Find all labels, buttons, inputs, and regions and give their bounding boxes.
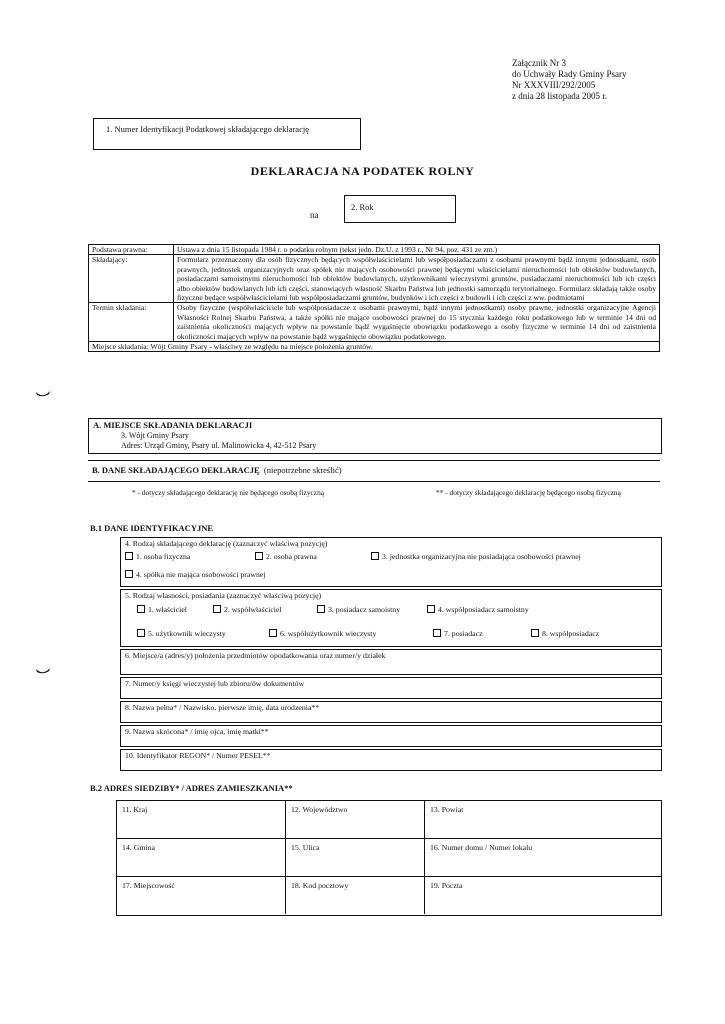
section-b-footnotes — [88, 486, 660, 512]
checkbox-icon — [125, 570, 133, 578]
option-label: 7. posiadacz — [444, 629, 483, 638]
ownership-option-6[interactable] — [269, 629, 376, 638]
annex-line-1: Załącznik Nr 3 — [512, 58, 566, 68]
option-label: 4. współposiadacz samoistny — [438, 605, 529, 614]
field-16-house-number[interactable] — [425, 839, 661, 877]
ownership-option-8[interactable] — [531, 629, 599, 638]
ownership-option-5[interactable] — [137, 629, 226, 638]
hole-punch-mark-icon — [36, 662, 50, 671]
annex-line-4: z dnia 28 listopada 2005 r. — [512, 91, 607, 101]
field-13-district[interactable] — [425, 801, 661, 839]
field-10-regon-pesel[interactable] — [120, 749, 662, 771]
field-19-post-office[interactable] — [425, 877, 661, 914]
field-7-land-register[interactable] — [120, 677, 662, 699]
filer-label: Składający: — [89, 255, 174, 303]
field-7-label: 7. Numer/y księgi wieczystej lub zbioru/ów dokumentów — [125, 679, 305, 688]
option-label: 2. współwłaściciel — [224, 605, 282, 614]
checkbox-icon — [213, 605, 221, 613]
filer-type-option-3[interactable] — [371, 552, 581, 561]
field-6-label: 6. Miejsce/a (adres/y) położenia przedmiotów opodatkowania oraz numer/y działek — [125, 651, 386, 660]
field-15-street[interactable] — [286, 839, 425, 877]
checkbox-icon — [137, 629, 145, 637]
year-prefix: na — [310, 210, 319, 220]
legal-basis-label: Podstawa prawna: — [89, 245, 174, 255]
field-8-full-name[interactable] — [120, 701, 662, 723]
ownership-option-1[interactable] — [137, 605, 187, 614]
checkbox-icon — [531, 629, 539, 637]
legal-basis-text: Ustawa z dnia 15 listopada 1984 r. o podatku rolnym (tekst jedn. Dz.U. z 1993 r., Nr 94, poz. 431 ze zm.) — [174, 245, 660, 255]
field-5-label: 5. Rodzaj własności, posiadania (zaznaczyć właściwą pozycję) — [125, 591, 322, 600]
field-18-postal-code[interactable] — [286, 877, 425, 914]
info-table — [88, 244, 660, 352]
field-6-location[interactable] — [120, 649, 662, 675]
option-label: 5. użytkownik wieczysty — [148, 629, 226, 638]
section-b-heading — [92, 465, 342, 475]
field-17-label: 17. Miejscowość — [122, 881, 175, 890]
ownership-option-2[interactable] — [213, 605, 282, 614]
ownership-option-3[interactable] — [317, 605, 400, 614]
option-label: 8. współposiadacz — [542, 629, 600, 638]
section-b-title: B. DANE SKŁADAJĄCEGO DEKLARACJĘ — [92, 465, 260, 475]
field-12-label: 12. Województwo — [291, 805, 348, 814]
section-b — [88, 460, 660, 482]
field-4-filer-type — [120, 537, 662, 587]
hole-punch-mark-icon — [36, 385, 50, 394]
section-a-line-1: 3. Wójt Gminy Psary — [121, 431, 189, 440]
field-10-label: 10. Identyfikator REGON* / Numer PESEL** — [125, 751, 271, 760]
field-15-label: 15. Ulica — [291, 843, 320, 852]
option-label: 4. spółka nie mająca osobowości prawnej — [136, 570, 266, 579]
checkbox-icon — [137, 605, 145, 613]
option-label: 1. osoba fizyczna — [136, 552, 191, 561]
field-8-label: 8. Nazwa pełna* / Nazwisko, pierwsze imię, data urodzenia** — [125, 703, 320, 712]
field-11-label: 11. Kraj — [122, 805, 148, 814]
section-b1 — [88, 523, 660, 775]
tax-id-label: 1. Numer Identyfikacji Podatkowej składającego deklarację — [106, 124, 309, 134]
ownership-option-4[interactable] — [427, 605, 529, 614]
ownership-option-7[interactable] — [433, 629, 483, 638]
checkbox-icon — [269, 629, 277, 637]
filer-type-option-1[interactable] — [125, 552, 190, 561]
section-a-heading: A. MIEJSCE SKŁADANIA DEKLARACJI — [93, 420, 253, 430]
deadline-text: Osoby fizyczne (współwłaściciele lub współposiadacze z osobami prawnymi, bądź innymi jednostkami) osoby prawne, jednostki organizacyjne Agencji Własności Rolnej Skarbu Państwa, a także spółki nie mające osobowości prawnej do 15 stycznia każdego roku podatkowego lub w terminie 14 dni od zaistnienia okoliczności mających wpływ na powstanie bądź wygaśnięcie obowiązku podatkowego a osoby fizyczne w terminie 14 dni od zaistnienia okoliczności mających wpływ na powstanie bądź wygaśnięcie obowiązku podatkowego. — [174, 303, 660, 342]
field-9-label: 9. Nazwa skrócona* / imię ojca, imię matki** — [125, 727, 269, 736]
filer-type-option-2[interactable] — [255, 552, 317, 561]
section-b1-heading: B.1 DANE IDENTYFIKACYJNE — [90, 523, 214, 533]
field-14-commune[interactable] — [117, 839, 286, 877]
footnote-natural-person: ** - dotyczy składającego deklarację będącego osobą fizyczną — [436, 488, 621, 497]
deadline-label: Termin składania: — [89, 303, 174, 342]
filer-type-option-4[interactable] — [125, 570, 265, 579]
filer-text: Formularz przeznaczony dla osób fizycznych będących współwłaścicielami lub współposiadaczami z osobami prawnymi bądź innymi jednostkami, osób prawnych, jednostek organizacyjnych oraz spółek nie mających osobowości prawnej będącymi właścicielami nieruchomości lub obiektów budowlanych, posiadaczami samoistnymi nieruchomości lub obiektów budowlanych, użytkownikami wieczystymi gruntów, posiadaczami nieruchomości lub ich części albo obiektów budowlanych lub ich części, stanowiących własność Skarbu Państwa lub jednostki samorządu terytorialnego. Formularz składają także osoby fizyczne będące współwłaścicielami lub współposiadaczami gruntów, budynków i ich części z budowli i ich części z ww. podmiotami — [174, 255, 660, 303]
option-label: 3. jednostka organizacyjna nie posiadająca osobowości prawnej — [382, 552, 581, 561]
option-label: 1. właściciel — [148, 605, 187, 614]
annex-line-3: Nr XXXVIII/292/2005 — [512, 80, 596, 90]
page-title: DEKLARACJA NA PODATEK ROLNY — [250, 164, 475, 178]
section-b-note: (niepotrzebne skreślić) — [263, 465, 342, 475]
section-b2-heading: B.2 ADRES SIEDZIBY* / ADRES ZAMIESZKANIA** — [90, 783, 293, 793]
checkbox-icon — [433, 629, 441, 637]
address-grid — [116, 800, 662, 916]
section-a — [88, 418, 662, 454]
field-16-label: 16. Numer domu / Numer lokalu — [430, 843, 533, 852]
checkbox-icon — [371, 552, 379, 560]
field-13-label: 13. Powiat — [430, 805, 464, 814]
field-11-country[interactable] — [117, 801, 286, 839]
annex-note — [512, 58, 627, 102]
section-a-line-2: Adres: Urząd Gminy, Psary ul. Malinowicka 4, 42-512 Psary — [121, 441, 317, 450]
filing-place-text: Miejsce składania: Wójt Gminy Psary - właściwy ze względu na miejsce położenia gruntów. — [89, 342, 660, 352]
section-a-body — [121, 431, 316, 451]
field-17-city[interactable] — [117, 877, 286, 914]
field-12-voivodeship[interactable] — [286, 801, 425, 839]
checkbox-icon — [317, 605, 325, 613]
year-field[interactable] — [344, 195, 456, 223]
annex-line-2: do Uchwały Rady Gminy Psary — [512, 69, 627, 79]
option-label: 3. posiadacz samoistny — [328, 605, 401, 614]
checkbox-icon — [427, 605, 435, 613]
option-label: 6. współużytkownik wieczysty — [280, 629, 377, 638]
checkbox-icon — [255, 552, 263, 560]
field-5-ownership-type — [120, 589, 662, 647]
field-14-label: 14. Gmina — [122, 843, 155, 852]
footnote-legal-entity: * - dotyczy składającego deklarację nie będącego osobą fizyczną — [132, 488, 325, 497]
field-9-short-name[interactable] — [120, 725, 662, 747]
field-4-label: 4. Rodzaj składającego deklarację (zaznaczyć właściwą pozycję) — [125, 539, 328, 548]
option-label: 2. osoba prawna — [266, 552, 317, 561]
field-18-label: 18. Kod pocztowy — [291, 881, 349, 890]
tax-id-field[interactable] — [93, 118, 361, 150]
year-label: 2. Rok — [351, 202, 374, 212]
checkbox-icon — [125, 552, 133, 560]
field-19-label: 19. Poczta — [430, 881, 463, 890]
